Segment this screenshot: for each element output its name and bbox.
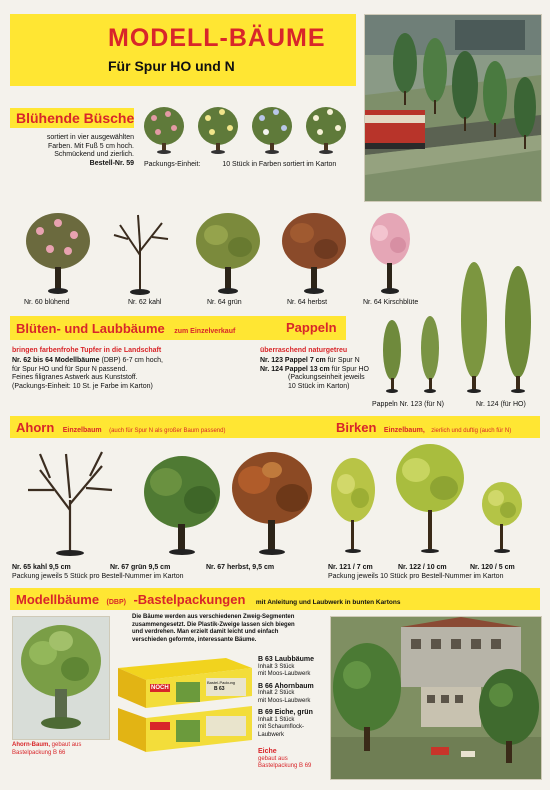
bastel-heading-b: -Bastelpackungen [133, 592, 246, 607]
ahorn-built-caption [12, 742, 122, 757]
eiche-caption [258, 748, 328, 771]
b66-line: mit Moos-Laubwerk [258, 697, 311, 704]
caption-nr120: Nr. 120 / 5 cm [470, 564, 515, 571]
poplar-caption-n: Pappeln Nr. 123 (für N) [372, 401, 444, 408]
bastel-desc-line: zusammengesetzt. Die Plastik-Zweige lassen sich biegen [132, 621, 295, 628]
pappeln-row1c: für Spur N [327, 357, 360, 364]
bluehende-desc-line: Schmückend und zierlich. [54, 151, 134, 158]
caption-nr62: Nr. 62 kahl [128, 299, 162, 306]
bluehende-description [10, 134, 134, 168]
packung-detail: 10 Stück in Farben sortiert im Karton [222, 161, 337, 168]
birke-nr121-image [331, 458, 375, 553]
ahorn-built-caption-b: gebaut aus [51, 742, 82, 748]
pappeln-heading: Pappeln [286, 320, 337, 335]
b63-title: B 63 Laubbäume [258, 656, 315, 663]
blueten-line1 [12, 357, 252, 366]
caption-nr60: Nr. 60 blühend [24, 299, 70, 306]
b66-line: Inhalt 2 Stück [258, 690, 295, 696]
blueten-tagline: bringen farbenfrohe Tupfer in die Landschaft [12, 347, 162, 354]
caption-nr67-autumn: Nr. 67 herbst, 9,5 cm [206, 564, 275, 571]
birke-nr120-image [482, 482, 522, 553]
ahorn-birken-trees [10, 440, 540, 562]
ahorn-heading-note: (auch für Spur N als großer Baum passend) [109, 428, 226, 434]
tree-nr64-autumn-image [282, 213, 346, 294]
tree-nr64-green-image [196, 213, 260, 294]
bluehende-heading: Blühende Büsche [16, 110, 135, 126]
b69-line: Inhalt 1 Stück [258, 716, 295, 723]
b69-line: Laubwerk [258, 731, 285, 738]
blueten-line4: (Packungs-Einheit: 10 St. je Farbe im Karton) [12, 382, 153, 390]
noch-box-bottom [118, 706, 252, 752]
ahorn-nr65-bare-image [28, 452, 112, 556]
ahorn-built-caption-c: Bastelpackung B 66 [12, 749, 66, 756]
blueten-line3: Feines filigranes Astwerk aus Kunststoff. [12, 374, 138, 381]
ahorn-heading-text: Ahorn [16, 420, 55, 435]
caption-nr122: Nr. 122 / 10 cm [398, 564, 447, 571]
ahorn-nr67-green-image [144, 456, 220, 555]
blueten-description [12, 357, 252, 391]
bastel-desc-line: und verdrehen. Man erzielt damit leicht und einfach [132, 629, 279, 635]
caption-nr64-green: Nr. 64 grün [207, 299, 242, 306]
birken-heading-note: zierlich und duftig (auch für N) [431, 428, 512, 434]
poplar-caption-ho: Nr. 124 (für HO) [476, 401, 526, 408]
pappeln-description [260, 357, 370, 391]
bush-blue-image [252, 107, 292, 154]
birken-pack-info: Packung jeweils 10 Stück pro Bestell-Nummer im Karton [328, 573, 504, 580]
blueten-heading [16, 320, 235, 338]
row2-trees [10, 205, 410, 297]
ahorn-built-photo [12, 616, 110, 740]
blueten-heading-small: zum Einzelverkauf [174, 328, 236, 335]
b66-title: B 66 Ahornbaum [258, 682, 314, 690]
pappeln-row1b: Pappel 7 cm [284, 357, 326, 364]
poplar-nr123-image [383, 316, 439, 393]
blueten-heading-text: Blüten- und Laubbäume [16, 321, 165, 336]
eiche-caption-title: Eiche [258, 748, 277, 755]
pappeln-row1a: Nr. 123 [260, 357, 283, 364]
ahorn-heading-small: Einzelbaum [62, 427, 102, 434]
tree-nr60-image [26, 213, 90, 294]
b63-line: Inhalt 3 Stück [258, 663, 295, 670]
ahorn-built-caption-a: Ahorn-Baum, [12, 742, 50, 748]
birke-nr122-image [396, 444, 464, 553]
noch-box-label1: Bastel-Packung [207, 680, 236, 685]
bush-pink-image [144, 107, 184, 154]
bluehende-desc-line: sortiert in vier ausgewählten [46, 134, 134, 141]
train-layout-photo [364, 14, 542, 202]
bastel-desc-line: Die Bäume werden aus verschiedenen Zweig-Segmenten [132, 614, 295, 620]
eiche-caption-line: gebaut aus [258, 755, 288, 762]
bluehende-order-number: Bestell-Nr. 59 [89, 159, 134, 167]
ahorn-pack-info: Packung jeweils 5 Stück pro Bestell-Nummer im Karton [12, 573, 184, 580]
blueten-line1a: Nr. 62 bis 64 [12, 357, 53, 364]
eiche-caption-line: Bastelpackung B 69 [258, 763, 312, 769]
pappeln-row3: (Packungseinheit jeweils [288, 374, 365, 381]
caption-nr64-cherry: Nr. 64 Kirschblüte [363, 299, 419, 306]
pappeln-tagline: überraschend naturgetreu [260, 347, 348, 354]
blueten-line2: für Spur HO und für Spur N passend. [12, 365, 128, 373]
poplar-images [370, 250, 540, 398]
noch-box-label2: B 63 [214, 686, 225, 692]
page-title: MODELL-BÄUME [108, 24, 326, 52]
bush-images [140, 98, 356, 158]
birken-heading-text: Birken [336, 420, 377, 435]
bush-yellow-image [198, 107, 238, 154]
b63-line: mit Moos-Laubwerk [258, 671, 311, 677]
caption-nr65: Nr. 65 kahl 9,5 cm [12, 564, 71, 571]
ahorn-nr67-autumn-image [232, 452, 312, 555]
pappeln-row1 [260, 357, 370, 366]
page-subtitle: Für Spur HO und N [108, 58, 235, 74]
birken-heading-small: Einzelbaum, [383, 427, 425, 434]
caption-nr67-green: Nr. 67 grün 9,5 cm [110, 564, 171, 571]
b69-line: mit Schaumflock- [258, 724, 305, 730]
bastel-heading-a: Modellbäume [16, 592, 100, 607]
bastel-heading-note: mit Anleitung und Laubwerk in bunten Kartons [255, 599, 401, 606]
packung-label: Packungs-Einheit: [144, 161, 201, 168]
bastel-desc-line: verschieden geformte, interessante Bäume. [132, 636, 257, 643]
bastel-package-list [258, 656, 328, 739]
ahorn-heading [16, 419, 225, 437]
bastel-heading [16, 591, 400, 609]
birken-heading [336, 419, 511, 437]
tree-nr62-image [114, 215, 168, 295]
b69-title: B 69 Eiche, grün [258, 709, 313, 716]
pappeln-row2a: Nr. 124 [260, 365, 283, 373]
bluehende-packung [144, 161, 336, 170]
bastel-heading-dbp: (DBP) [106, 599, 126, 606]
pappeln-row2b: Pappel 13 cm [284, 365, 330, 373]
pappeln-row4: 10 Stück im Karton) [288, 382, 350, 390]
caption-nr121: Nr. 121 / 7 cm [328, 564, 373, 571]
caption-nr64-autumn: Nr. 64 herbst [287, 299, 328, 306]
poplar-nr124-image [461, 262, 531, 393]
bush-white-image [306, 107, 346, 154]
blueten-line1c: (DBP) 6-7 cm hoch, [101, 357, 163, 364]
pappeln-row2c: für Spur HO [331, 365, 369, 373]
noch-brand-label: NOCH [151, 685, 169, 691]
bastel-description [132, 614, 332, 644]
village-layout-photo [330, 616, 542, 780]
bluehende-desc-line: Farben. Mit Fuß 5 cm hoch. [48, 142, 134, 150]
blueten-line1b: Modellbäume [54, 357, 100, 364]
pappeln-row2 [260, 366, 370, 375]
noch-product-boxes [118, 654, 252, 758]
